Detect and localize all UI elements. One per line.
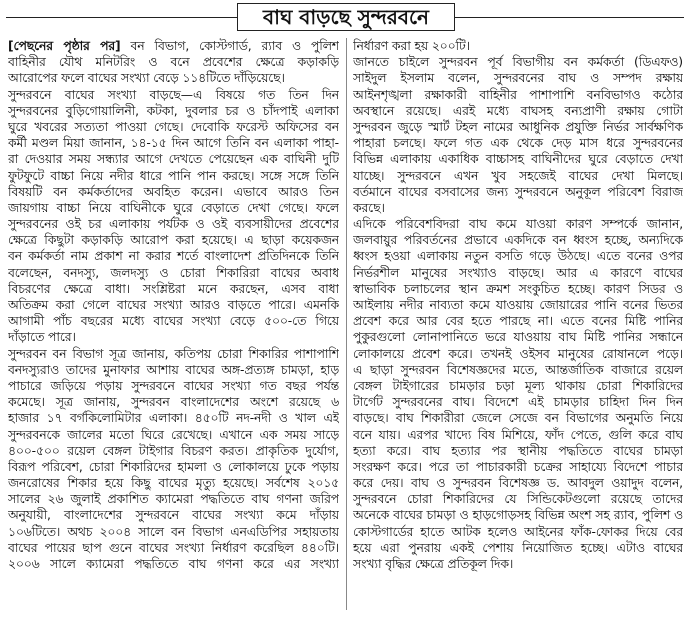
text-line [8, 281, 339, 297]
text-line-content: ধ্বংস হওয়া এলাকায় নতুন বসতি গড়ে উঠছে। এতে বনের ওপর [353, 249, 683, 264]
text-line-content: করে দেয়। বাঘ ও সুন্দরবন বিশেষজ্ঞ ড. আবদুল ওয়াদুদ বলেন, [353, 476, 683, 491]
text-line [8, 184, 339, 200]
text-line [8, 297, 339, 313]
text-line [353, 313, 683, 329]
left-column [8, 38, 339, 612]
text-line [8, 427, 339, 443]
text-line [8, 540, 339, 556]
text-line [353, 443, 683, 459]
text-line-content: জনরোষের শিকার হয়ে কিছু বাঘের মৃত্যু হয়েছে। সর্বশেষ ২০১৫ [8, 476, 339, 491]
text-line-content: সুন্দরবন জুড়ে স্মার্ট টহল নামের আধুনিক প্রযুক্তি নির্ভর সার্বক্ষণিক [353, 119, 683, 134]
text-line-content: বেঙ্গল টাইগারের চামড়ার চড়া মূল্য থাকায় চোরা শিকারিদের [353, 378, 683, 393]
text-line-content: ঘুরে খবরের সত্যতা পাওয়া গেছে। দেবোকি ফরেস্ট অফিসের বন [8, 119, 339, 134]
text-line [8, 232, 339, 248]
text-line [8, 410, 339, 426]
text-line [353, 119, 683, 135]
text-line [8, 87, 339, 103]
text-line [8, 362, 339, 378]
text-line-content: আইনশৃঙ্খলা রক্ষাকারী বাহিনীর পাশাপাশি বনবিভাগও কঠোর [353, 87, 683, 102]
text-line-content: আগামী পাঁচ বছরের মধ্যে বাঘের সংখ্যা বেড়ে ৫০০-তে গিয়ে [8, 314, 339, 329]
text-line-content: অবস্থানে রয়েছে। এরই মধ্যে বাঘসহ বন্যপ্রাণী রক্ষায় গোটা [353, 103, 683, 118]
text-line [8, 475, 339, 491]
text-line-content: অনুযায়ী, বাংলাদেশের সুন্দরবনে বাঘের সংখ্যা কমে দাঁড়ায় [8, 508, 339, 523]
text-line-content: স্বাভাবিক চলাচলের স্থান ক্রমশ সংকুচিত হচ্ছে। কারণ সিডর ও [353, 281, 683, 296]
text-line [353, 427, 683, 443]
text-line [8, 200, 339, 216]
text-line-content: বিচরণের ক্ষেত্রে বাধা। সংশ্লিষ্টরা মনে করছেন, এসব বাধা [8, 281, 339, 296]
text-line-content: কোস্টগার্ডের হাতে আটক হলেও আইনের ফাঁক-ফোকর দিয়ে বের [353, 524, 683, 539]
text-line-content: ক্ষেত্রে কিছুটা কড়াকড়ি আরোপ করা হয়েছে। এ ছাড়া কয়েকজন [8, 233, 339, 248]
text-line-content: দাঁড়াতে পারে। [8, 330, 76, 345]
text-line-content: রা দেওয়ার সময় সন্ধ্যার আগে দেখতে পেয়েছেন এক বাঘিনী দুটি [8, 152, 339, 167]
text-line-content: বনে যায়। এরপর খাদ্যে বিষ মিশিয়ে, ফাঁদ পেতে, গুলি করে বাঘ [353, 427, 683, 442]
text-line [353, 524, 683, 540]
text-line-content: কমেছে। সূত্র জানায়, সুন্দরবন বাংলাদেশের অংশে রয়েছে ৬ [8, 395, 339, 410]
text-line [353, 70, 683, 86]
text-line-content: সুন্দরবন বন বিভাগ সূত্র জানায়, কতিপয় চোরা শিকারির পাশাপাশি [8, 346, 339, 361]
text-line [8, 329, 339, 345]
text-line [8, 70, 339, 86]
text-line-content: বন কর্মকর্তা নাম প্রকাশ না করার শর্তে বাংলাদেশ প্রতিদিনকে তিনি [8, 249, 339, 264]
text-line-content: কর্মী মণ্ডল মিয়া জানান, ১৪-১৫ দিন আগে তিনি বন এলাকা পাহা- [8, 136, 339, 151]
text-line-content: সুন্দরবনে বাঘের সংখ্যা বাড়ছে—এ বিষয়ে গত তিন দিন [8, 87, 339, 102]
headline-rule-left [6, 17, 237, 18]
text-line [353, 329, 683, 345]
text-line-content: জায়গায় বাচ্চা নিয়ে বাঘিনীকে ঘুরে বেড়াতে দেখা গেছে। ফলে [8, 200, 339, 215]
text-line [8, 54, 339, 70]
text-line-content: বলেছেন, বনদস্যু, জলদস্যু ও চোরা শিকারিরা বাঘের অবাধ [8, 265, 339, 280]
text-line [8, 524, 339, 540]
text-line-content: প্রবেশ করে আর বের হতে পারছে না। এতে বনের মিষ্টি পানির [353, 314, 683, 329]
text-line-content: সুন্দরবনের বুড়িগোয়ালিনী, কটকা, দুবলার চর ও চাঁদপাই এলাকা [8, 103, 339, 118]
text-line [353, 556, 683, 572]
text-line-content: অনেকে বাঘের চামড়া ও হাড়গোড়সহ বিভিন্ন অংশ সহ র‌্যাব, পুলিশ ও [353, 508, 683, 523]
text-line [353, 265, 683, 281]
text-line-content: আরোপের ফলে বাঘের সংখ্যা বেড়ে ১১৪টিতে দাঁড়িয়েছে। [8, 71, 285, 86]
text-line [8, 491, 339, 507]
text-line [8, 556, 339, 572]
text-line-content: এ ছাড়া সুন্দরবন বিশেষজ্ঞদের মতে, আন্তর্জাতিক বাজারে রয়েল [353, 362, 683, 377]
text-line-content: বাড়ছে। বাঘ শিকারীরা জেলে সেজে বন বিভাগের অনুমতি নিয়ে [353, 411, 683, 426]
text-line-content: হাজার ১৭ বর্গকিলোমিটার এলাকা। ৪৫০টি নদ-নদী ও খাল এই [8, 411, 339, 426]
text-line [353, 281, 683, 297]
text-line [353, 491, 683, 507]
text-line [353, 378, 683, 394]
text-line [353, 459, 683, 475]
text-line-content: বিভিন্ন এলাকায় একাধিক বাচ্চাসহ বাঘিনীদের ঘুরে বেড়াতে দেখা [353, 152, 683, 167]
text-line-content: বনদস্যুরাও তাদের মুনাফার আশায় বাঘের অঙ্গ-প্রত্যঙ্গ চামড়া, হাড় [8, 362, 339, 377]
text-line [353, 394, 683, 410]
text-line-content: সুন্দরবনকে জালের মতো ঘিরে রেখেছে। এখানে এক সময় সাড়ে [8, 427, 339, 442]
text-line-content: অতিক্রম করা গেলে বাঘের সংখ্যা আরও বাড়তে পারে। এমনকি [8, 298, 339, 312]
text-line [8, 394, 339, 410]
text-line [353, 475, 683, 491]
text-line [8, 507, 339, 523]
text-line [8, 119, 339, 135]
text-line [8, 38, 339, 54]
text-line-content: ফুটফুটে বাচ্চা নিয়ে নদীর ধারে পানি পান করছে। সঙ্গে সঙ্গে তিনি [8, 168, 339, 183]
text-line-content: ৪০০-৫০০ রয়েল বেঙ্গল টাইগার বিচরণ করত। প্রাকৃতিক দুর্যোগ, [8, 443, 339, 458]
text-line-content: বিষয়টি বন কর্মকর্তাদের অবহিত করেন। এভাবে আরও তিন [8, 184, 339, 199]
text-line [353, 346, 683, 362]
text-line-content: বাঘের পায়ের ছাপ গুনে বাঘের সংখ্যা নির্ধারণ করেছিল ৪৪০টি। [8, 540, 339, 555]
text-line [353, 216, 683, 232]
text-line-content: হয়ে এরা পুনরায় একই পেশায় নিয়োজিত হচ্ছে। এটাও বাঘের [353, 540, 683, 555]
text-line [8, 103, 339, 119]
headline-box [237, 3, 455, 31]
right-column [353, 38, 683, 612]
text-line-content: সংরক্ষণ করে। পরে তা পাচারকারী চক্রের সাহায্যে বিদেশে পাচার [353, 459, 683, 474]
text-line [8, 313, 339, 329]
text-line-content: নির্ধারণ করা হয় ২০০টি। [353, 39, 470, 53]
text-line-content: পাচারে জড়িয়ে পড়ায় সুন্দরবনে বাঘের সংখ্যা গত বছর পর্যন্ত [8, 378, 339, 393]
text-line [353, 151, 683, 167]
headline-rule-right [455, 17, 684, 18]
text-line-content: লোকালয়ে প্রবেশ করে। তখনই ওইসব মানুষের রোষানলে পড়ে। [353, 346, 683, 361]
text-line [8, 151, 339, 167]
text-line-content: সালের ২৬ জুলাই প্রকাশিত ক্যামেরা পদ্ধতিতে বাঘ গণনা জরিপ [8, 492, 339, 507]
text-line [8, 265, 339, 281]
text-line [353, 38, 683, 54]
text-line [8, 459, 339, 475]
text-line-content: পাহারা চলছে। ফলে গত এক থেকে দেড় মাস ধরে সুন্দরবনের [353, 136, 683, 151]
continuation-kicker: [পেছনের পৃষ্ঠার পর] [8, 39, 121, 53]
text-line [353, 87, 683, 103]
text-line-content: নির্ভরশীল মানুষের সংখ্যাও বাড়ছে। আর এ কারণে বাঘের [353, 265, 683, 280]
text-line [8, 378, 339, 394]
text-line [353, 54, 683, 70]
text-line-content: যাচ্ছে। সুন্দরবনে এখন খুব সহজেই বাঘের দেখা মিলছে। [353, 168, 683, 183]
text-line [353, 135, 683, 151]
text-line [353, 540, 683, 556]
text-line-content: হত্যা করে। বাঘ হত্যার পর স্থানীয় পদ্ধতিতে বাঘের চামড়া [353, 443, 683, 458]
text-line [353, 362, 683, 378]
column-divider [346, 38, 347, 610]
text-line-content: সংখ্যা বৃদ্ধির ক্ষেত্রে প্রতিকূল দিক। [353, 557, 514, 571]
text-line [353, 248, 683, 264]
text-line [353, 184, 683, 200]
text-line-content: সুন্দরবনে চোরা শিকারিদের যে সিন্ডিকেটগুলো রয়েছে তাদের [353, 492, 683, 507]
text-line [353, 103, 683, 119]
text-line [8, 135, 339, 151]
headline: বাঘ বাড়ছে সুন্দরবনে [263, 5, 429, 29]
text-line-content: সাইদুল ইসলাম বলেন, সুন্দরবনের বাঘ ও সম্পদ রক্ষায় [353, 71, 683, 86]
text-line [353, 232, 683, 248]
text-line-content: জলবায়ুর পরিবর্তনের প্রভাবে একদিকে বন ধ্বংস হচ্ছে, অন্যদিকে [353, 233, 683, 248]
text-line [8, 248, 339, 264]
text-line-content: বন বিভাগ, কোস্টগার্ড, র‌্যাব ও পুলিশ [120, 39, 339, 53]
text-line-content: টার্গেট সুন্দরবনের বাঘ। বিদেশে এই চামড়ার চাহিদা দিন দিন [353, 395, 683, 410]
text-line [8, 443, 339, 459]
text-line [353, 507, 683, 523]
text-line-content: বিরূপ পরিবেশ, চোরা শিকারিদের হামলা ও লোকালয়ে ঢুকে পড়ায় [8, 459, 339, 474]
text-line-content: বর্তমানে বাঘের বসবাসের জন্য সুন্দরবনে অনুকূল পরিবেশ বিরাজ [353, 184, 683, 199]
text-line-content: পুকুরগুলো লোনাপানিতে ভরে যাওয়ায় বাঘ মিষ্টি পানির সন্ধানে [353, 330, 683, 345]
text-line-content: ২০০৬ সালে ক্যামেরা পদ্ধতিতে বাঘ গণনা করে এর সংখ্যা [8, 557, 339, 571]
text-line-content: এদিকে পরিবেশবিদরা বাঘ কমে যাওয়া কারণ সম্পর্কে জানান, [353, 217, 683, 232]
text-line-content: আইলায় নদীর নাব্যতা কমে যাওয়ায় জোয়ারের পানি বনের ভিতর [353, 298, 683, 312]
text-line [353, 168, 683, 184]
text-line [353, 297, 683, 313]
text-line-content: সুন্দরবনের ওই চর এলাকায় পর্যটক ও ওই ব্যবসায়ীদের প্রবেশের [8, 217, 339, 232]
text-line-content: ১০৬টিতে। অথচ ২০০৪ সালে বন বিভাগ এনএডিপির সহায়তায় [8, 524, 339, 539]
text-line [353, 410, 683, 426]
text-line [8, 216, 339, 232]
text-line-content: করছে। [353, 200, 385, 215]
text-line [353, 200, 683, 216]
text-line-content: বাহিনীর যৌথ মনিটরিং ও বনে প্রবেশের ক্ষেত্রে কড়াকড়ি [8, 55, 339, 70]
text-line [8, 168, 339, 184]
text-line [8, 346, 339, 362]
text-line-content: জানতে চাইলে সুন্দরবন পূর্ব বিভাগীয় বন কর্মকর্তা (ডিএফও) [353, 55, 683, 70]
